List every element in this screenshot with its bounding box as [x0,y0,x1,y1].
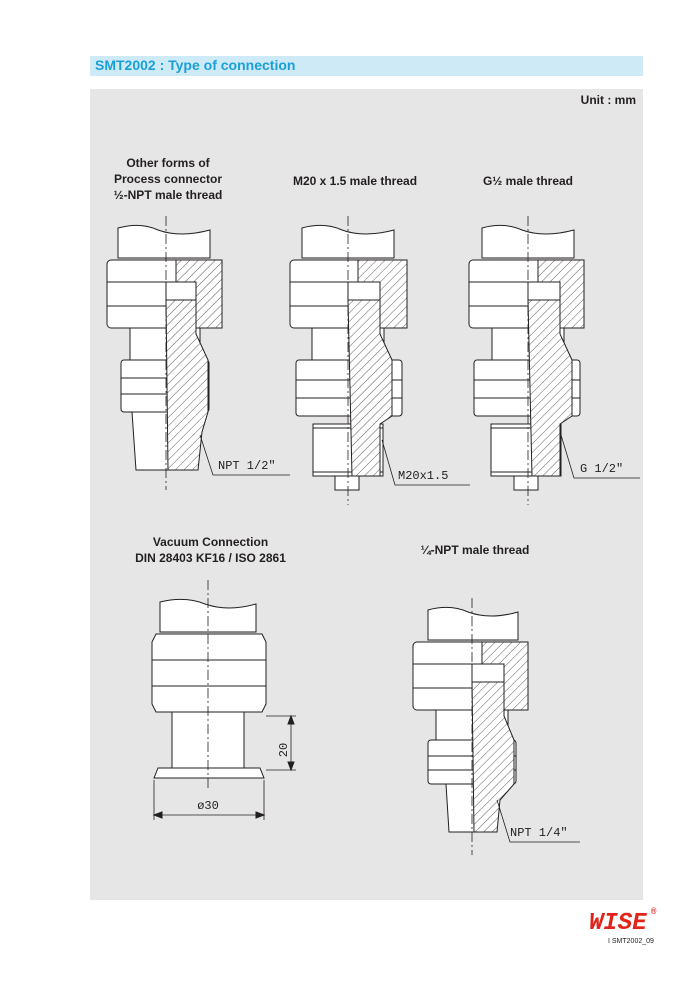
caption-npt-half-line3: ½-NPT male thread [113,188,223,202]
document-reference: I SMT2002_09 [608,938,654,945]
dimension-diameter: ø30 [197,799,219,813]
callout-npt-quarter: NPT 1/4" [510,826,568,840]
dimension-height: 20 [277,742,291,758]
fitting-npt-quarter [413,598,580,855]
callout-g-half: G 1/2" [580,462,624,476]
callout-npt-half: NPT 1/2" [218,459,276,473]
section-title: SMT2002 : Type of connection [95,57,296,73]
wise-logo [587,905,659,931]
caption-npt-quarter: ¼-NPT male thread [420,543,530,557]
fitting-m20 [290,216,470,505]
fitting-vacuum [152,580,296,820]
unit-label: Unit : mm [580,93,636,107]
caption-vacuum-line2: DIN 28403 KF16 / ISO 2861 [135,551,286,565]
caption-g-half: G½ male thread [482,174,574,188]
caption-m20: M20 x 1.5 male thread [292,174,418,188]
caption-npt-half-line1: Other forms of [126,156,210,170]
caption-npt-half-line2: Process connector [113,172,223,186]
fitting-npt-half [107,216,290,490]
callout-m20: M20x1.5 [398,469,449,483]
registered-mark: ® [651,907,657,917]
caption-vacuum-line1: Vacuum Connection [152,535,269,549]
logo-text: WISE [589,910,647,931]
